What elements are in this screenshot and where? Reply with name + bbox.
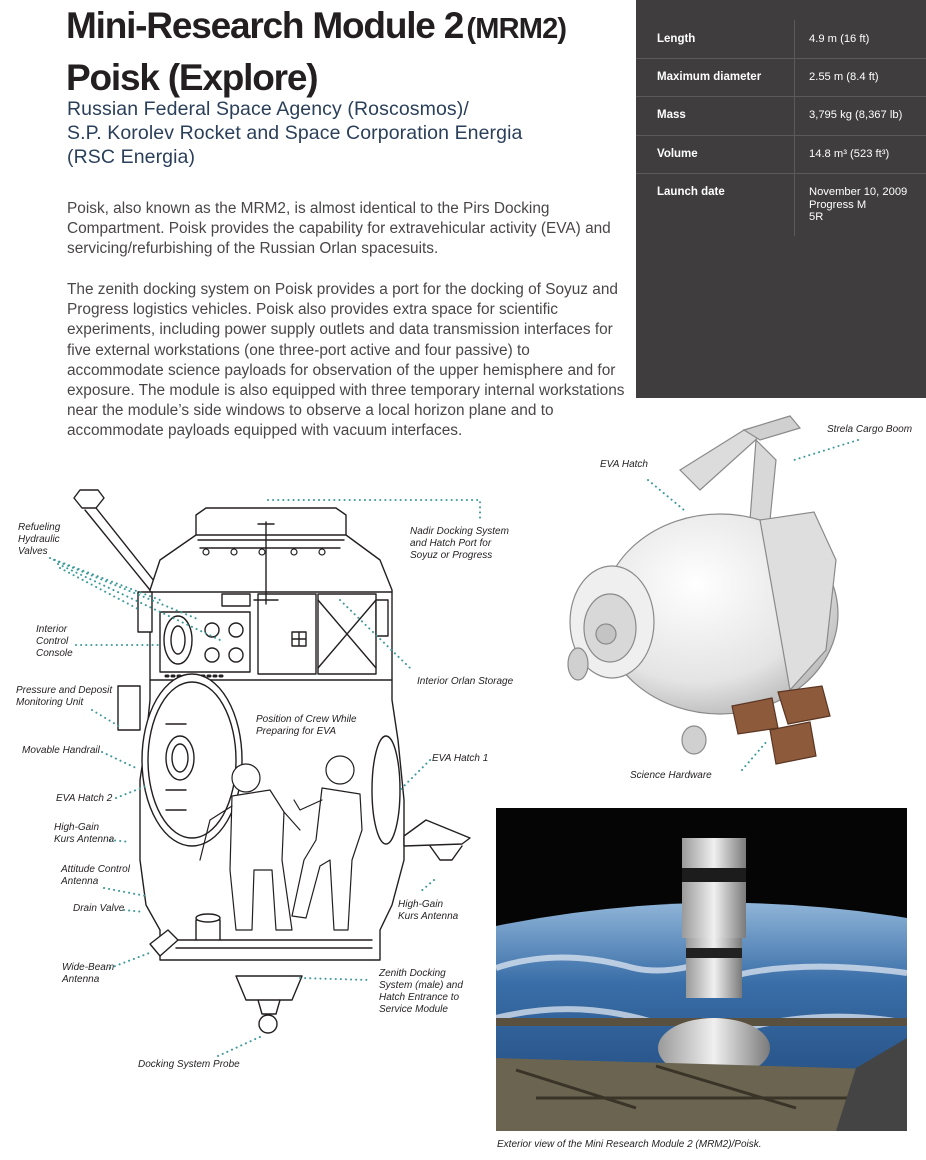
label-line: Antenna [61,876,99,887]
label-line: Monitoring Unit [16,697,84,708]
label-line: Soyuz or Progress [410,550,493,561]
label-line: EVA Hatch 1 [432,753,489,764]
spec-label: Mass [657,109,686,121]
label-line: Pressure and Deposit [16,685,113,696]
label-exterior-eva-hatch [600,459,648,471]
label-line: Drain Valve [73,903,125,914]
launch-vehicle: Progress M [809,198,867,211]
agency-line1: Russian Federal Space Agency (Roscosmos)/ [67,98,469,120]
label-line: EVA Hatch [600,459,648,470]
label-line: EVA Hatch 2 [56,793,113,804]
label-line: Nadir Docking System [410,526,509,537]
label-line: Refueling [18,522,61,533]
label-line: Attitude Control [61,864,130,875]
label-line: Wide-Beam [62,962,115,973]
launch-flight: 5R [809,211,824,223]
label-line: Hatch Entrance to [379,992,460,1003]
spec-label: Volume [657,148,698,160]
photo-scene [496,808,907,1131]
exterior-photo [496,808,907,1131]
spec-value: 14.8 m³ (523 ft³) [809,148,890,160]
spec-label: Maximum diameter [657,71,762,83]
label-line: High-Gain [398,899,444,910]
title-line1: Mini-Research Module 2 [66,5,464,46]
agency-line3: (RSC Energia) [67,146,196,168]
spec-value: 2.55 m (8.4 ft) [809,71,879,83]
spec-value: 4.9 m (16 ft) [809,33,870,45]
label-line: Interior Orlan Storage [417,676,514,687]
label-line: Science Hardware [630,770,712,781]
label-line: Control [36,636,69,647]
label-line: Valves [18,546,48,557]
label-line: and Hatch Port for [410,538,492,549]
label-line: Position of Crew While [256,714,357,725]
details-paragraph: The zenith docking system on Poisk provides a port for the docking of Soyuz and Progress logistics vehicles. Poisk also provides extra space for scientific experiments, including power supply outlets and data transmission interfaces for five external workstations (one three-port active and four passive) to accommodate science payloads for observation of the upper hemisphere and for exposure. The module is also equipped with three temporary internal workstations near the module’s side windows to observe a local horizon plane and to accommodate payloads equipped with vacuum interfaces. [67,281,625,440]
label-strela-cargo-boom [827,424,912,436]
agency-line2: S.P. Korolev Rocket and Space Corporation Energia [67,122,523,144]
label-line: Kurs Antenna [398,911,459,922]
launch-date: November 10, 2009 [809,186,908,198]
title-line2: Poisk (Explore) [66,57,318,98]
label-line: Strela Cargo Boom [827,424,913,435]
spec-label: Length [657,33,696,45]
label-line: Interior [36,624,68,635]
label-line: Console [36,648,73,659]
label-science-hardware [630,770,712,782]
label-line: Kurs Antenna [54,834,115,845]
spec-label: Launch date [657,186,725,198]
label-line: High-Gain [54,822,100,833]
label-line: Movable Handrail [22,745,100,756]
label-line: Preparing for EVA [256,726,337,737]
photo-caption: Exterior view of the Mini Research Module 2 (MRM2)/Poisk. [497,1139,762,1150]
label-line: Docking System Probe [138,1059,240,1070]
label-line: System (male) and [379,980,463,991]
spec-value: 3,795 kg (8,367 lb) [809,109,903,121]
intro-paragraph: Poisk, also known as the MRM2, is almost identical to the Pirs Docking Compartment. Poisk provides the capability for extravehicular activity (EVA) and servicing/refurbishing of the Russian Orlan spacesuits. [67,200,611,258]
label-line: Hydraulic [18,534,60,545]
title-line1-suffix: (MRM2) [466,13,567,45]
label-line: Service Module [379,1004,448,1015]
label-line: Antenna [62,974,100,985]
label-line: Zenith Docking [379,968,446,979]
